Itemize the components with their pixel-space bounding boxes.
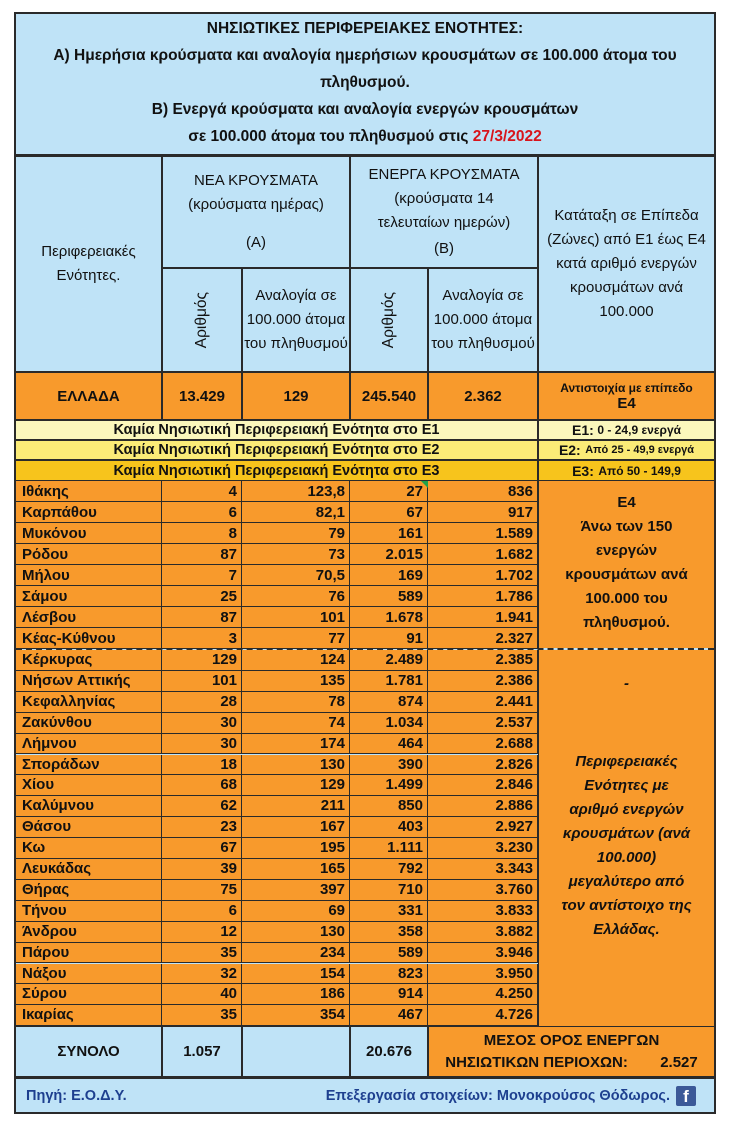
header-new-cases-title: ΝΕΑ ΚΡΟΥΣΜΑΤΑ <box>193 172 319 189</box>
cell-new-ratio: 129 <box>242 775 350 796</box>
cell-region-name: Λήμνου <box>16 734 162 755</box>
zone-e1-code: Ε1: <box>572 422 594 438</box>
cell-active-cases: 914 <box>350 984 428 1005</box>
title-line-5 <box>16 128 714 146</box>
header-active-cases-letter: (Β) <box>434 240 454 257</box>
header-active-number <box>350 268 428 372</box>
cell-active-ratio: 2.927 <box>428 817 538 838</box>
title-block <box>16 14 714 156</box>
cell-new-cases: 35 <box>162 943 242 964</box>
cell-active-ratio: 3.343 <box>428 859 538 880</box>
cell-new-cases: 3 <box>162 628 242 649</box>
cell-new-ratio: 234 <box>242 943 350 964</box>
cell-active-cases: 1.678 <box>350 607 428 628</box>
zone-e1-text: Καμία Νησιωτική Περιφερειακή Ενότητα στο Ε1 <box>16 420 538 440</box>
greece-level-value: Ε4 <box>617 394 636 412</box>
cell-active-cases: 710 <box>350 880 428 901</box>
cell-region-name: Πάρου <box>16 943 162 964</box>
cell-active-cases: 874 <box>350 692 428 713</box>
cell-new-cases: 30 <box>162 713 242 734</box>
cell-region-name: Ρόδου <box>16 544 162 565</box>
cell-active-cases: 331 <box>350 901 428 922</box>
cell-active-ratio: 4.250 <box>428 984 538 1005</box>
group2-note <box>538 650 714 1026</box>
cell-region-name: Νήσων Αττικής <box>16 671 162 692</box>
cell-new-cases: 75 <box>162 880 242 901</box>
greece-new-ratio: 129 <box>242 372 350 420</box>
cell-active-cases: 1.781 <box>350 671 428 692</box>
cell-region-name: Μήλου <box>16 565 162 586</box>
cell-new-ratio: 154 <box>242 964 350 985</box>
cell-active-cases: 169 <box>350 565 428 586</box>
cell-new-ratio: 123,8 <box>242 481 350 502</box>
cell-active-cases: 792 <box>350 859 428 880</box>
cell-active-cases: 467 <box>350 1005 428 1026</box>
title-line-5-text: σε 100.000 άτομα του πληθυσμού στις <box>188 128 469 145</box>
header-ranking-label: Κατάταξη σε Επίπεδα (Ζώνες) από Ε1 έως Ε4 κατά αριθμό ενεργών κρουσμάτων ανά 100.000 <box>547 207 706 320</box>
greece-name: ΕΛΛΑΔΑ <box>16 372 162 420</box>
cell-active-cases: 589 <box>350 586 428 607</box>
cell-new-ratio: 174 <box>242 734 350 755</box>
zone-e3-text: Καμία Νησιωτική Περιφερειακή Ενότητα στο Ε3 <box>16 460 538 481</box>
cell-active-cases: 2.489 <box>350 650 428 671</box>
cell-active-cases: 2.015 <box>350 544 428 565</box>
average-active <box>428 1026 714 1077</box>
average-value: 2.527 <box>660 1053 698 1071</box>
cell-active-ratio: 2.537 <box>428 713 538 734</box>
cell-active-cases: 358 <box>350 922 428 943</box>
cell-region-name: Ιθάκης <box>16 481 162 502</box>
cell-region-name: Μυκόνου <box>16 523 162 544</box>
cell-active-cases: 67 <box>350 502 428 523</box>
cell-new-ratio: 78 <box>242 692 350 713</box>
cell-new-ratio: 165 <box>242 859 350 880</box>
average-label-2: ΝΗΣΙΩΤΙΚΩΝ ΠΕΡΙΟΧΩΝ: <box>445 1053 628 1071</box>
cell-new-cases: 28 <box>162 692 242 713</box>
group1-note-text: Άνω των 150 ενεργών κρουσμάτων ανά 100.000 του πληθυσμού. <box>565 518 688 631</box>
cell-new-cases: 129 <box>162 650 242 671</box>
cell-new-cases: 35 <box>162 1005 242 1026</box>
cell-new-ratio: 74 <box>242 713 350 734</box>
header-active-cases-title: ΕΝΕΡΓΑ ΚΡΟΥΣΜΑΤΑ <box>368 166 520 183</box>
cell-active-cases: 390 <box>350 755 428 776</box>
title-line-4: Β) Ενεργά κρούσματα και αναλογία ενεργών κρουσμάτων <box>151 101 579 118</box>
cell-region-name: Κέρκυρας <box>16 650 162 671</box>
cell-active-ratio: 1.941 <box>428 607 538 628</box>
cell-new-ratio: 69 <box>242 901 350 922</box>
cell-active-cases: 589 <box>350 943 428 964</box>
cell-active-ratio: 2.327 <box>428 628 538 649</box>
cell-new-ratio: 167 <box>242 817 350 838</box>
total-active: 20.676 <box>350 1026 428 1077</box>
cell-new-cases: 18 <box>162 755 242 776</box>
zone-e3-range-text: Από 50 - 149,9 <box>598 463 681 478</box>
cell-new-cases: 101 <box>162 671 242 692</box>
cell-active-ratio: 2.846 <box>428 775 538 796</box>
cell-new-cases: 8 <box>162 523 242 544</box>
cell-new-ratio: 77 <box>242 628 350 649</box>
cell-new-cases: 67 <box>162 838 242 859</box>
cell-new-ratio: 195 <box>242 838 350 859</box>
footer-source: Πηγή: Ε.Ο.Δ.Υ. <box>26 1088 127 1104</box>
cell-new-ratio: 73 <box>242 544 350 565</box>
cell-active-ratio: 2.826 <box>428 755 538 776</box>
cell-region-name: Θάσου <box>16 817 162 838</box>
cell-new-ratio: 76 <box>242 586 350 607</box>
report-date: 27/3/2022 <box>472 128 542 145</box>
cell-region-name: Σποράδων <box>16 755 162 776</box>
cell-active-cases: 1.034 <box>350 713 428 734</box>
cell-new-cases: 32 <box>162 964 242 985</box>
cell-new-ratio: 186 <box>242 984 350 1005</box>
header-new-ratio-label: Αναλογία σε 100.000 άτομα του πληθυσμού <box>244 287 348 352</box>
header-active-number-label: Αριθμός <box>380 291 397 349</box>
cell-active-cases: 91 <box>350 628 428 649</box>
header-active-ratio <box>428 268 538 372</box>
cell-new-cases: 87 <box>162 607 242 628</box>
cell-new-ratio: 79 <box>242 523 350 544</box>
cell-active-ratio: 2.385 <box>428 650 538 671</box>
header-new-cases-sub: (κρούσματα ημέρας) <box>188 196 324 213</box>
cell-region-name: Άνδρου <box>16 922 162 943</box>
cell-active-ratio: 3.230 <box>428 838 538 859</box>
cell-region-name: Νάξου <box>16 964 162 985</box>
header-ranking <box>538 156 714 372</box>
cell-new-cases: 4 <box>162 481 242 502</box>
cell-active-ratio: 917 <box>428 502 538 523</box>
zone-e1-range-text: 0 - 24,9 ενεργά <box>597 423 681 437</box>
title-line-3: πληθυσμού. <box>320 74 410 91</box>
cell-active-ratio: 3.882 <box>428 922 538 943</box>
cell-active-cases: 464 <box>350 734 428 755</box>
zone-e2-range-text: Από 25 - 49,9 ενεργά <box>585 444 695 456</box>
cell-new-ratio: 397 <box>242 880 350 901</box>
header-new-cases-letter: (Α) <box>246 234 266 251</box>
average-label-1: ΜΕΣΟΣ ΟΡΟΣ ΕΝΕΡΓΩΝ <box>483 1031 660 1049</box>
cell-region-name: Καλύμνου <box>16 796 162 817</box>
group-separator <box>16 648 714 650</box>
total-new-ratio-empty <box>242 1026 350 1077</box>
zone-e3-code: Ε3: <box>572 462 594 479</box>
header-active-cases-sub: (κρούσματα 14 τελευταίων ημερών) <box>377 190 511 231</box>
cell-region-name: Ζακύνθου <box>16 713 162 734</box>
cell-active-ratio: 3.760 <box>428 880 538 901</box>
cell-new-cases: 30 <box>162 734 242 755</box>
cell-new-cases: 12 <box>162 922 242 943</box>
cell-active-ratio: 3.833 <box>428 901 538 922</box>
cell-new-cases: 6 <box>162 901 242 922</box>
cell-active-ratio: 2.441 <box>428 692 538 713</box>
cell-active-ratio: 3.946 <box>428 943 538 964</box>
title-line-2: Α) Ημερήσια κρούσματα και αναλογία ημερήσιων κρουσμάτων σε 100.000 άτομα του <box>53 47 677 64</box>
cell-new-ratio: 135 <box>242 671 350 692</box>
cell-active-cases: 850 <box>350 796 428 817</box>
group2-note-text: Περιφερειακές Ενότητες με αριθμό ενεργών κρουσμάτων (ανά 100.000) μεγαλύτερο από τον αντίστοιχο της Ελλάδας. <box>561 753 692 938</box>
cell-region-name: Χίου <box>16 775 162 796</box>
cell-active-ratio: 2.386 <box>428 671 538 692</box>
cell-region-name: Λευκάδας <box>16 859 162 880</box>
average-line-2 <box>445 1052 697 1074</box>
cell-active-cases: 823 <box>350 964 428 985</box>
greece-active: 245.540 <box>350 372 428 420</box>
header-active-cases <box>350 156 538 268</box>
cell-active-ratio: 4.726 <box>428 1005 538 1026</box>
cell-new-cases: 87 <box>162 544 242 565</box>
cell-active-ratio: 1.589 <box>428 523 538 544</box>
cell-new-cases: 6 <box>162 502 242 523</box>
header-region <box>16 156 162 372</box>
cell-active-ratio: 836 <box>428 481 538 502</box>
cell-active-ratio: 2.688 <box>428 734 538 755</box>
header-new-number <box>162 268 242 372</box>
cell-active-cases: 1.111 <box>350 838 428 859</box>
zone-e2-text: Καμία Νησιωτική Περιφερειακή Ενότητα στο Ε2 <box>16 440 538 460</box>
cell-active-cases: 27 <box>350 481 428 502</box>
cell-active-ratio: 1.682 <box>428 544 538 565</box>
cell-region-name: Τήνου <box>16 901 162 922</box>
cell-active-ratio: 2.886 <box>428 796 538 817</box>
cell-active-ratio: 1.786 <box>428 586 538 607</box>
facebook-icon[interactable]: f <box>676 1086 696 1106</box>
cell-region-name: Κω <box>16 838 162 859</box>
group1-note <box>538 481 714 648</box>
cell-new-ratio: 82,1 <box>242 502 350 523</box>
cell-region-name: Σάμου <box>16 586 162 607</box>
cell-active-cases: 403 <box>350 817 428 838</box>
header-active-ratio-label: Αναλογία σε 100.000 άτομα του πληθυσμού <box>431 287 535 352</box>
cell-new-cases: 68 <box>162 775 242 796</box>
cell-new-ratio: 101 <box>242 607 350 628</box>
cell-new-ratio: 130 <box>242 922 350 943</box>
header-new-cases <box>162 156 350 268</box>
title-line-1: ΝΗΣΙΩΤΙΚΕΣ ΠΕΡΙΦΕΡΕΙΑΚΕΣ ΕΝΟΤΗΤΕΣ: <box>206 20 524 37</box>
header-new-ratio <box>242 268 350 372</box>
cell-region-name: Θήρας <box>16 880 162 901</box>
header-region-label: Περιφερειακές Ενότητες. <box>41 243 136 284</box>
greece-level <box>538 372 714 420</box>
zone-e3-range <box>538 460 714 481</box>
footer <box>16 1077 714 1112</box>
cell-new-cases: 62 <box>162 796 242 817</box>
group1-note-level: Ε4 <box>617 494 636 511</box>
cell-new-ratio: 70,5 <box>242 565 350 586</box>
cell-new-ratio: 124 <box>242 650 350 671</box>
cell-new-ratio: 211 <box>242 796 350 817</box>
zone-e2-code: Ε2: <box>558 442 581 458</box>
cell-new-cases: 7 <box>162 565 242 586</box>
greece-new: 13.429 <box>162 372 242 420</box>
cell-active-cases: 1.499 <box>350 775 428 796</box>
cell-region-name: Ικαρίας <box>16 1005 162 1026</box>
cell-new-cases: 23 <box>162 817 242 838</box>
cell-active-cases: 161 <box>350 523 428 544</box>
zone-e2-range <box>538 440 714 460</box>
total-new: 1.057 <box>162 1026 242 1077</box>
cell-region-name: Κέας-Κύθνου <box>16 628 162 649</box>
greece-active-ratio: 2.362 <box>428 372 538 420</box>
cell-active-ratio: 1.702 <box>428 565 538 586</box>
header-new-number-label: Αριθμός <box>193 291 210 349</box>
cell-new-ratio: 354 <box>242 1005 350 1026</box>
cell-comment-indicator <box>421 481 428 488</box>
cell-new-cases: 40 <box>162 984 242 1005</box>
cell-new-cases: 39 <box>162 859 242 880</box>
cell-new-cases: 25 <box>162 586 242 607</box>
zone-e1-range <box>538 420 714 440</box>
group2-note-dot: - <box>624 675 629 692</box>
cell-region-name: Σύρου <box>16 984 162 1005</box>
footer-credit: Επεξεργασία στοιχείων: Μονοκρούσος Θόδωρος. <box>325 1088 670 1104</box>
cell-region-name: Καρπάθου <box>16 502 162 523</box>
greece-level-label: Αντιστοιχία με επίπεδο <box>560 380 693 395</box>
cell-region-name: Κεφαλληνίας <box>16 692 162 713</box>
cell-new-ratio: 130 <box>242 755 350 776</box>
cell-active-ratio: 3.950 <box>428 964 538 985</box>
total-label: ΣΥΝΟΛΟ <box>16 1026 162 1077</box>
cell-region-name: Λέσβου <box>16 607 162 628</box>
